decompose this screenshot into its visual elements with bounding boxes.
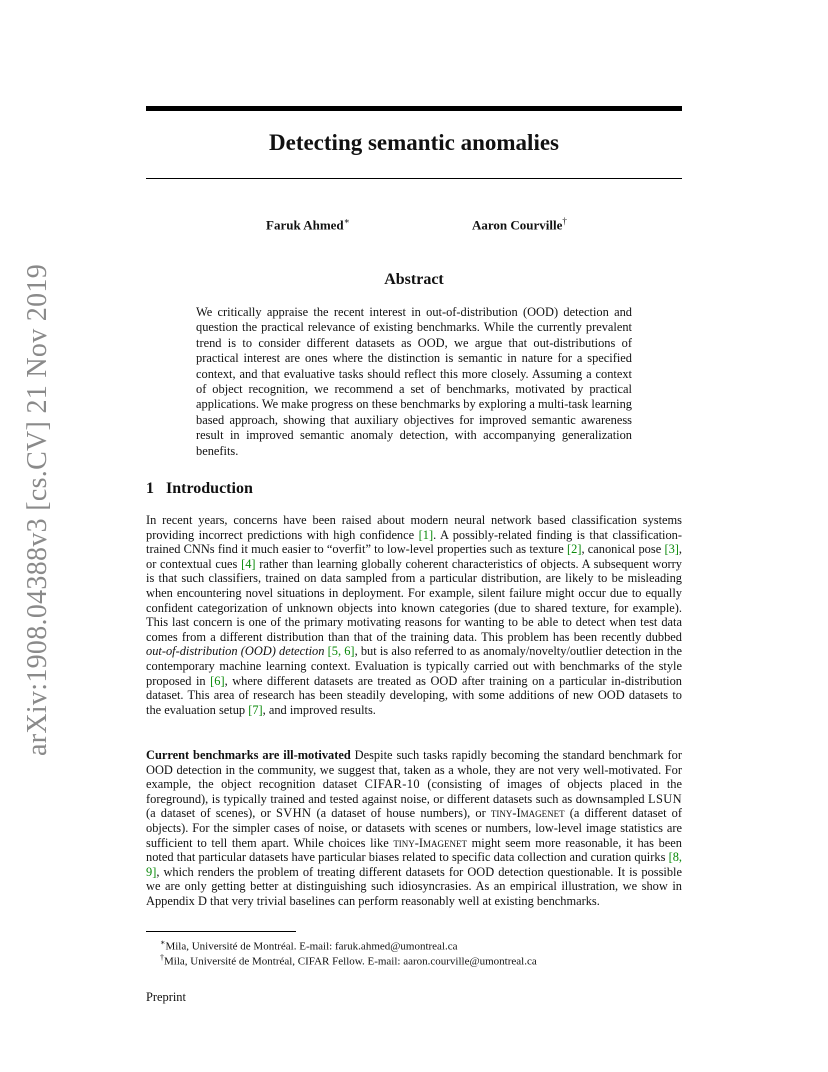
citation-link[interactable]: [4] <box>241 556 256 571</box>
p2-text-2: (consisting of images of objects placed in the foreground), is typically trained and tested against noise, or different datasets such as downsampled <box>146 777 682 806</box>
author-2 <box>472 216 567 233</box>
p2-text-1: Despite such tasks rapidly becoming the standard benchmark for OOD detection in the community, we suggest that, taken as a whole, they are not very well-motivated. For example, the object recognition dataset <box>146 748 682 792</box>
title-top-rule <box>146 106 682 111</box>
citation-link[interactable]: [1] <box>418 527 434 542</box>
footnote-2-text: Mila, Université de Montréal, CIFAR Fellow. E-mail: aaron.courville@umontreal.ca <box>164 955 537 968</box>
author-2-mark: † <box>562 216 567 226</box>
citation-link[interactable]: [3] <box>664 542 679 557</box>
p1-text-3: , canonical pose <box>581 542 665 557</box>
p2-text-5: (a different dataset of objects). For the simpler cases of noise, or datasets with scenes or numbers, low-level image statistics are sufficient to tell them apart. While choices like <box>146 806 682 850</box>
title-bottom-rule <box>146 178 682 179</box>
p1-text-8: , where different datasets are treated as OOD after training on a particular in-distribution dataset. This area of research has been steadily developing, with some additions of new OOD datasets to the evaluation setup <box>146 673 682 717</box>
footnote-1-mark: ∗ <box>160 938 166 947</box>
p1-text-1: In recent years, concerns have been raised about modern neural network based classification systems providing incorrect predictions with high confidence <box>146 513 682 542</box>
paper-title: Detecting semantic anomalies <box>269 130 559 155</box>
citation-link[interactable]: [2] <box>567 542 582 557</box>
section-number: 1 <box>146 480 154 497</box>
dataset-name: LSUN <box>648 791 682 806</box>
section-title: Introduction <box>166 480 253 497</box>
p1-emphasis: out-of-distribution (OOD) detection <box>146 644 325 659</box>
author-2-name: Aaron Courville <box>472 217 563 233</box>
dataset-name: CIFAR-10 <box>364 777 420 792</box>
p1-text-2: . A possibly-related finding is that classification-trained CNNs find it much easier to “overfit” to low-level properties such as texture <box>146 527 682 557</box>
footnote-2-mark: † <box>160 953 164 962</box>
citation-link[interactable]: [6] <box>210 673 225 688</box>
dataset-name: SVHN <box>275 806 312 821</box>
p2-text-3: (a dataset of scenes), or <box>146 806 276 821</box>
author-1-name: Faruk Ahmed <box>266 217 344 233</box>
arxiv-side-identifier <box>18 263 58 757</box>
arxiv-id-text: arXiv:1908.04388v3 [cs.CV] 21 Nov 2019 <box>22 263 53 757</box>
p2-text-4: (a dataset of house numbers), or <box>311 806 491 821</box>
p1-text-4: , or contextual cues <box>146 542 682 571</box>
abstract-heading: Abstract <box>384 271 444 288</box>
dataset-name: tiny-Imagenet <box>393 835 468 850</box>
intro-paragraph-2 <box>146 748 682 909</box>
citation-link[interactable]: [7] <box>248 702 263 717</box>
dataset-name: tiny-Imagenet <box>490 806 565 821</box>
author-1-mark: ∗ <box>343 216 350 226</box>
abstract-body: We critically appraise the recent interest in out-of-distribution (OOD) detection and question the practical relevance of existing benchmarks. While the currently prevalent trend is to consider different datasets as OOD, we argue that out-distributions of practical interest are ones where the distinction is semantic in nature for a specified context, and that evaluative tasks should reflect this more closely. Assuming a context of object recognition, we recommend a set of benchmarks, motivated by practical applications. We make progress on these benchmarks by exploring a multi-task learning based approach, showing that auxiliary objectives for improved semantic awareness result in improved semantic anomaly detection, with accompanying generalization benefits. <box>196 305 632 458</box>
p1-text-5: rather than learning globally coherent characteristics of objects. A subsequent worry is that such classifiers, trained on data sampled from a particular distribution, are likely to be misleading when encountering novel situations in deployment. For example, silent failure might occur due to equally confident categorization of unknown objects into known categories (due to shared texture, for example). This last concern is one of the primary motivating reasons for wanting to be able to detect when test data comes from a different distribution than that of the training data. This problem has been recently dubbed <box>146 556 682 644</box>
footnote-2 <box>160 951 537 969</box>
page-footer: Preprint <box>146 990 186 1004</box>
p1-text-9: , and improved results. <box>262 702 376 717</box>
p1-text-7: , but is also referred to as anomaly/novelty/outlier detection in the contemporary machine learning context. Evaluation is typically carried out with benchmarks of the style proposed in <box>146 644 682 688</box>
author-1 <box>266 216 350 233</box>
footnote-rule <box>146 931 296 932</box>
p2-text-7: , which renders the problem of treating different datasets for OOD detection questionable. It is possible we are only getting better at distinguishing such idiosyncrasies. As an empirical illustration, we show in Appendix D that very trivial baselines can perform reasonably well at existing benchmarks. <box>146 864 682 908</box>
citation-link[interactable]: [5, 6] <box>327 644 355 659</box>
footnote-1-text: Mila, Université de Montréal. E-mail: faruk.ahmed@umontreal.ca <box>165 940 458 953</box>
p2-lead: Current benchmarks are ill-motivated <box>146 748 351 762</box>
p2-text-6: might seem more reasonable, it has been noted that particular datasets have particular biases related to specific data collection and curation quirks <box>146 835 682 865</box>
intro-paragraph-1 <box>146 513 682 717</box>
section-heading <box>146 480 253 498</box>
citation-link[interactable]: [8, 9] <box>146 850 682 879</box>
